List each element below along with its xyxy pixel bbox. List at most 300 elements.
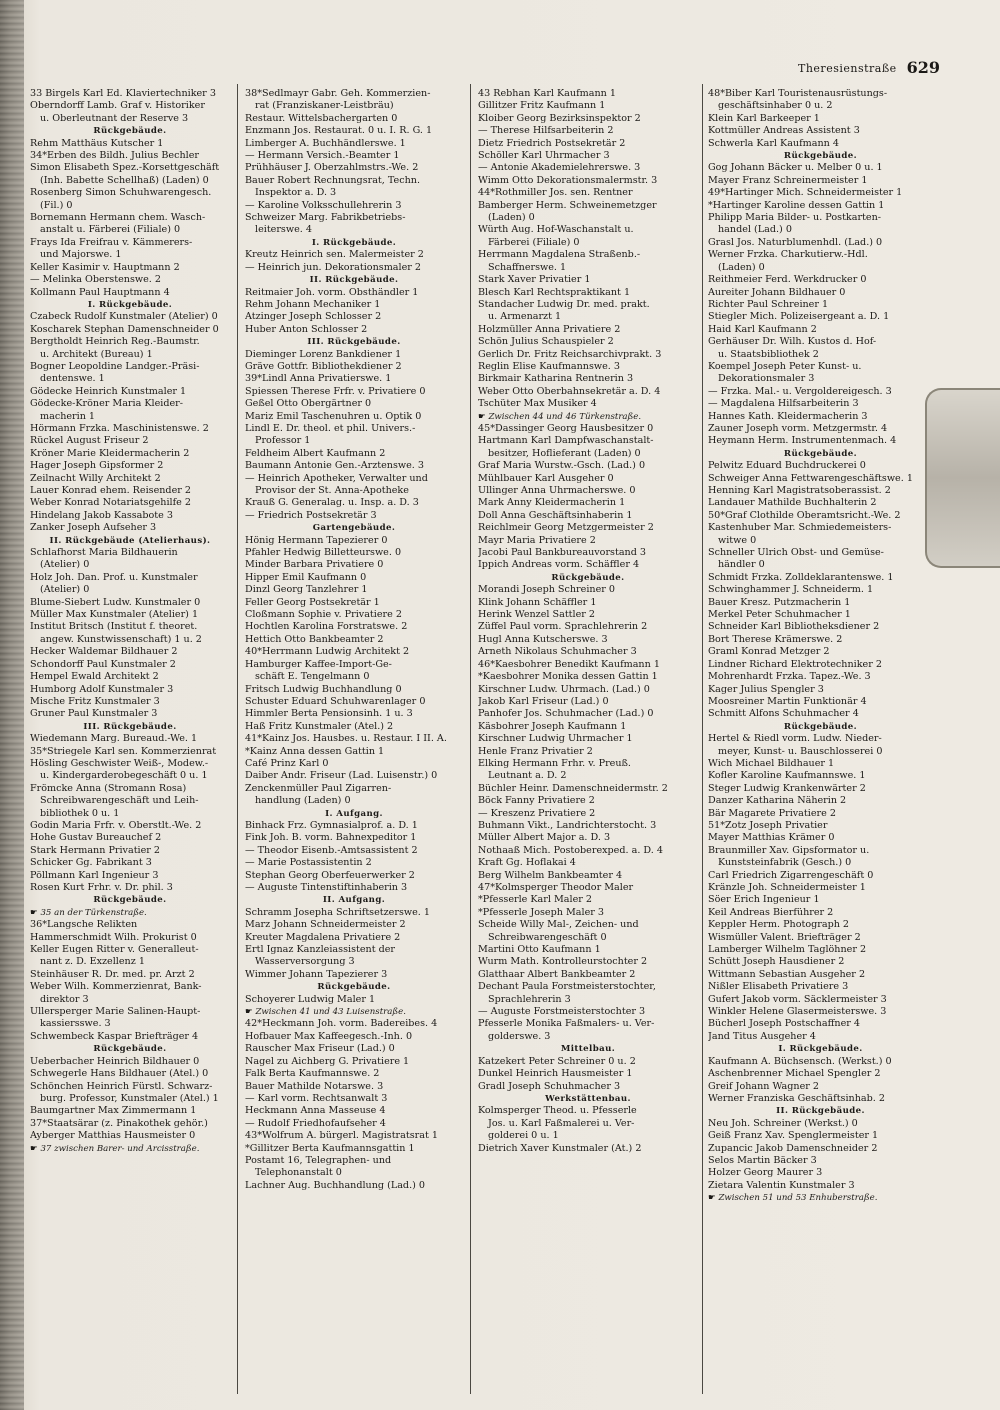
directory-entry: Provisor der St. Anna-Apotheke — [255, 485, 409, 496]
directory-entry: *Hartinger Karoline dessen Gattin 1 — [708, 199, 885, 211]
column-3 — [478, 88, 698, 1388]
directory-entry: Dekorationsmaler 3 — [718, 373, 815, 385]
directory-entry: 37*Staatsärar (z. Pinakothek gehör.) — [30, 1117, 208, 1129]
directory-entry: 35*Striegele Karl sen. Kommerzienrat — [30, 745, 217, 757]
directory-entry: u. Armenarzt 1 — [488, 311, 562, 323]
directory-entry: Atzinger Joseph Schlosser 2 — [245, 311, 382, 323]
directory-entry: Feller Georg Postsekretär 1 — [245, 596, 380, 608]
directory-entry: Schwerla Karl Kaufmann 4 — [708, 137, 839, 149]
column-divider — [702, 84, 703, 1394]
directory-entry: 50*Graf Clothilde Oberamtsricht.-We. 2 — [708, 509, 901, 521]
directory-entry: Nothaaß Mich. Postoberexped. a. D. 4 — [478, 844, 663, 856]
directory-entry: Schneller Ulrich Obst- und Gemüse- — [708, 547, 884, 559]
directory-entry: Schneider Karl Bibliotheksdiener 2 — [708, 621, 880, 633]
directory-entry: Tschüter Max Musiker 4 — [478, 398, 597, 410]
directory-entry: Oberndorff Lamb. Graf v. Historiker — [30, 100, 205, 112]
directory-entry: 49*Hartinger Mich. Schneidermeister 1 — [708, 187, 903, 199]
directory-entry: Reithmeier Ferd. Werkdrucker 0 — [708, 274, 867, 286]
directory-entry: Gräve Gottfr. Bibliothekdiener 2 — [245, 360, 402, 372]
directory-entry: Keller Kasimir v. Hauptmann 2 — [30, 261, 180, 273]
directory-entry: — Rudolf Friedhofaufseher 4 — [245, 1117, 386, 1129]
directory-entry: Telephonanstalt 0 — [255, 1167, 342, 1179]
directory-entry: Koempel Joseph Peter Kunst- u. — [708, 360, 862, 372]
directory-entry: Humborg Adolf Kunstmaler 3 — [30, 683, 174, 695]
directory-entry: Werner Frzka. Charkutierw.-Hdl. — [708, 249, 868, 261]
directory-entry: Nagel zu Aichberg G. Privatiere 1 — [245, 1055, 410, 1067]
directory-entry: Huber Anton Schlosser 2 — [245, 323, 368, 335]
directory-entry: Mark Anny Kleidermacherin 1 — [478, 497, 626, 509]
directory-entry: Hempel Ewald Architekt 2 — [30, 671, 159, 683]
directory-entry: Zeilnacht Willy Architekt 2 — [30, 472, 161, 484]
directory-entry: Mayer Franz Schreinermeister 1 — [708, 174, 868, 186]
directory-entry: 36*Langsche Relikten — [30, 919, 138, 931]
directory-entry: — Auguste Tintenstiftinhaberin 3 — [245, 882, 408, 893]
directory-entry: Hannes Kath. Kleidermacherin 3 — [708, 410, 868, 422]
directory-entry: — Melinka Oberstenswe. 2 — [30, 274, 161, 286]
directory-entry: Holz Joh. Dan. Prof. u. Kunstmaler — [30, 571, 198, 583]
directory-entry: Kolmsperger Theod. u. Pfesserle — [478, 1105, 637, 1117]
directory-entry: Bär Magarete Privatiere 2 — [708, 807, 836, 819]
directory-entry: Geßel Otto Obergärtner 0 — [245, 398, 372, 410]
directory-entry: Schaffnerswe. 1 — [488, 261, 567, 273]
street-note: ☛ Zwischen 44 und 46 Türkenstraße. — [478, 411, 698, 423]
directory-entry: 51*Zotz Joseph Privatier — [708, 819, 828, 831]
directory-entry: Ullinger Anna Uhrmacherswe. 0 — [478, 485, 636, 496]
directory-entry: Zenckenmüller Paul Zigarren- — [245, 782, 392, 794]
directory-entry: Weber Konrad Notariatsgehilfe 2 — [30, 497, 191, 509]
directory-entry: Gruner Paul Kunstmaler 3 — [30, 708, 158, 720]
directory-entry: Geiß Franz Xav. Spenglermeister 1 — [708, 1130, 879, 1142]
directory-entry: (Inh. Babette Schellhaß) (Laden) 0 — [40, 174, 209, 186]
directory-entry: Zanker Joseph Aufseher 3 — [30, 522, 157, 534]
directory-entry: handel (Lad.) 0 — [718, 224, 792, 236]
directory-entry: Wimm Otto Dekorationsmalermstr. 3 — [478, 174, 658, 186]
directory-entry: Schöller Karl Uhrmacher 3 — [478, 150, 610, 162]
directory-entry: Schütt Joseph Hausdiener 2 — [708, 956, 845, 968]
directory-entry: — Karl vorm. Rechtsanwalt 3 — [245, 1092, 388, 1104]
directory-entry: 33 Birgels Karl Ed. Klaviertechniker 3 — [30, 88, 216, 99]
directory-entry: Richter Paul Schreiner 1 — [708, 298, 829, 310]
directory-entry: Schondorff Paul Kunstmaler 2 — [30, 658, 176, 670]
directory-entry: Käsbohrer Joseph Kaufmann 1 — [478, 720, 627, 732]
directory-entry: Reitmaier Joh. vorm. Obsthändler 1 — [245, 286, 419, 298]
directory-entry: Kunststeinfabrik (Gesch.) 0 — [718, 857, 852, 869]
directory-entry: Jos. u. Karl Faßmalerei u. Ver- — [488, 1117, 635, 1129]
directory-entry: Hamburger Kaffee-Import-Ge- — [245, 658, 392, 670]
section-heading: III. Rückgebäude. — [83, 721, 177, 732]
directory-entry: burg. Professor, Kunstmaler (Atel.) 1 — [40, 1092, 219, 1104]
directory-entry: Fink Joh. B. vorm. Bahnexpeditor 1 — [245, 832, 417, 844]
directory-entry: Schönchen Heinrich Fürstl. Schwarz- — [30, 1080, 213, 1092]
directory-entry: Holzmüller Anna Privatiere 2 — [478, 323, 621, 335]
directory-entry: — Hermann Versich.-Beamter 1 — [245, 150, 400, 162]
directory-entry: Kreutz Heinrich sen. Malermeister 2 — [245, 249, 424, 261]
directory-entry: Berg Wilhelm Bankbeamter 4 — [478, 869, 623, 881]
directory-entry: Falk Berta Kaufmannswe. 2 — [245, 1068, 380, 1080]
directory-entry: Binhack Frz. Gymnasialprof. a. D. 1 — [245, 819, 418, 831]
directory-entry: Frays Ida Freifrau v. Kämmerers- — [30, 236, 193, 248]
directory-entry: — Heinrich jun. Dekorationsmaler 2 — [245, 261, 421, 273]
directory-entry: Haß Fritz Kunstmaler (Atel.) 2 — [245, 720, 394, 732]
directory-entry: Aschenbrenner Michael Spengler 2 — [708, 1068, 881, 1080]
directory-entry: Kloiber Georg Bezirksinspektor 2 — [478, 112, 641, 124]
directory-entry: Fritsch Ludwig Buchhandlung 0 — [245, 683, 402, 695]
column-2 — [245, 88, 463, 1388]
directory-entry: Dietrich Xaver Kunstmaler (At.) 2 — [478, 1142, 642, 1154]
directory-entry: Hammerschmidt Wilh. Prokurist 0 — [30, 931, 197, 943]
directory-entry: Weber Wilh. Kommerzienrat, Bank- — [30, 981, 202, 993]
directory-entry: Prühhäuser J. Oberzahlmstrs.-We. 2 — [245, 162, 419, 174]
directory-entry: Ertl Ignaz Kanzleiassistent der — [245, 944, 396, 956]
directory-entry: Hecker Waldemar Bildhauer 2 — [30, 646, 178, 658]
directory-entry: Färberei (Filiale) 0 — [488, 236, 580, 248]
directory-entry: Heymann Herm. Instrumentenmach. 4 — [708, 435, 897, 447]
page-header — [770, 58, 940, 80]
directory-entry: Hipper Emil Kaufmann 0 — [245, 571, 367, 583]
directory-entry: Rauscher Max Friseur (Lad.) 0 — [245, 1043, 395, 1055]
street-note: ☛ Zwischen 41 und 43 Luisenstraße. — [245, 1006, 463, 1018]
section-heading: III. Rückgebäude. — [307, 337, 401, 348]
directory-entry: — Heinrich Apotheker, Verwalter und — [245, 472, 428, 484]
directory-entry: — Antonie Akademielehrerswe. 3 — [478, 162, 641, 174]
directory-entry: 47*Kolmsperger Theodor Maler — [478, 882, 634, 893]
directory-entry: Kreuter Magdalena Privatiere 2 — [245, 931, 401, 943]
column-4 — [708, 88, 933, 1388]
directory-entry: Kraft Gg. Hoflakai 4 — [478, 857, 576, 869]
directory-entry: Professor 1 — [255, 435, 311, 447]
directory-entry: Hösling Geschwister Weiß-, Modew.- — [30, 757, 209, 769]
directory-entry: Krauß G. Generalag. u. Insp. a. D. 3 — [245, 497, 419, 509]
directory-entry: Söer Erich Ingenieur 1 — [708, 894, 820, 906]
directory-entry: Institut Britsch (Institut f. theoret. — [30, 621, 198, 633]
section-heading: I. Aufgang. — [325, 808, 383, 819]
directory-entry: macherin 1 — [40, 410, 96, 422]
directory-entry: Martini Otto Kaufmann 1 — [478, 944, 601, 956]
directory-entry: — Therese Hilfsarbeiterin 2 — [478, 125, 614, 137]
section-heading: II. Rückgebäude (Atelierhaus). — [49, 535, 211, 546]
column-divider — [470, 84, 471, 1394]
directory-entry: Rosenberg Simon Schuhwarengesch. — [30, 187, 212, 199]
directory-entry: schäft E. Tengelmann 0 — [255, 671, 370, 683]
directory-entry: (Fil.) 0 — [40, 199, 73, 211]
directory-entry: 42*Heckmann Joh. vorm. Badereibes. 4 — [245, 1018, 438, 1030]
directory-entry: Danzer Katharina Näherin 2 — [708, 795, 847, 807]
directory-entry: Sprachlehrerin 3 — [488, 993, 571, 1005]
directory-entry: 48*Biber Karl Touristenausrüstungs- — [708, 88, 888, 99]
directory-entry: rat (Franziskaner-Leistbräu) — [255, 100, 394, 112]
directory-entry: Schweiger Anna Fettwarengeschäftswe. 1 — [708, 472, 913, 484]
directory-entry: Kirschner Ludw. Uhrmach. (Lad.) 0 — [478, 683, 650, 695]
directory-entry: Philipp Maria Bilder- u. Postkarten- — [708, 212, 881, 224]
street-note: ☛ 37 zwischen Barer- und Arcisstraße. — [30, 1143, 230, 1155]
directory-entry: Gufert Jakob vorm. Säcklermeister 3 — [708, 993, 887, 1005]
directory-entry: Jand Titus Ausgeher 4 — [708, 1030, 816, 1042]
directory-entry: 41*Kainz Jos. Hausbes. u. Restaur. I II. A. — [245, 733, 447, 745]
section-heading: Gartengebäude. — [312, 523, 396, 534]
directory-entry: Reglin Elise Kaufmannswe. 3 — [478, 360, 621, 372]
section-heading: II. Rückgebäude. — [776, 1106, 865, 1117]
directory-entry: — Marie Postassistentin 2 — [245, 857, 372, 869]
directory-entry: bibliothek 0 u. 1 — [40, 807, 120, 819]
book-binding-edge — [0, 0, 24, 1410]
directory-entry: Lauer Konrad ehem. Reisender 2 — [30, 485, 191, 496]
directory-entry: Dunkel Heinrich Hausmeister 1 — [478, 1068, 633, 1080]
directory-entry: Dieminger Lorenz Bankdiener 1 — [245, 348, 402, 360]
directory-entry: Kaufmann A. Büchsensch. (Werkst.) 0 — [708, 1055, 892, 1067]
directory-entry: Steinhäuser R. Dr. med. pr. Arzt 2 — [30, 968, 195, 980]
directory-entry: Himmler Berta Pensionsinh. 1 u. 3 — [245, 708, 413, 720]
page-number: 629 — [906, 58, 940, 77]
section-heading: Rückgebäude. — [783, 721, 858, 732]
directory-entry: Heckmann Anna Masseuse 4 — [245, 1105, 386, 1117]
directory-entry: — Auguste Forstmeisterstochter 3 — [478, 1006, 646, 1018]
directory-entry: Mariz Emil Taschenuhren u. Optik 0 — [245, 410, 422, 422]
directory-entry: (Atelier) 0 — [40, 584, 90, 596]
directory-entry: Czabeck Rudolf Kunstmaler (Atelier) 0 — [30, 311, 218, 323]
directory-entry: Frömcke Anna (Stromann Rosa) — [30, 782, 187, 794]
directory-entry: Schreibwarengeschäft 0 — [488, 931, 607, 943]
directory-entry: Café Prinz Karl 0 — [245, 757, 329, 769]
directory-entry: Wittmann Sebastian Ausgeher 2 — [708, 968, 866, 980]
directory-entry: Rosen Kurt Frhr. v. Dr. phil. 3 — [30, 882, 173, 893]
directory-entry: 46*Kaesbohrer Benedikt Kaufmann 1 — [478, 658, 660, 670]
section-heading: Rückgebäude. — [317, 982, 391, 993]
directory-entry: handlung (Laden) 0 — [255, 795, 351, 807]
directory-entry: u. Staatsbibliothek 2 — [718, 348, 819, 360]
directory-entry: Pelwitz Eduard Buchdruckerei 0 — [708, 460, 866, 472]
directory-entry: 39*Lindl Anna Privatierswe. 1 — [245, 373, 392, 385]
directory-entry: Schoyerer Ludwig Maler 1 — [245, 993, 376, 1005]
directory-entry: Inspektor a. D. 3 — [255, 187, 337, 199]
directory-entry: Keppler Herm. Photograph 2 — [708, 919, 850, 931]
directory-entry: Mayer Matthias Krämer 0 — [708, 832, 835, 844]
directory-entry: Hofbauer Max Kaffeegesch.-Inh. 0 — [245, 1030, 413, 1042]
directory-entry: u. Oberleutnant der Reserve 3 — [40, 112, 189, 124]
directory-entry: Hugl Anna Kutscherswe. 3 — [478, 633, 608, 645]
directory-entry: Pöllmann Karl Ingenieur 3 — [30, 869, 159, 881]
directory-entry: Hörmann Frzka. Maschinistenswe. 2 — [30, 422, 209, 434]
directory-entry: Henning Karl Magistratsoberassist. 2 — [708, 485, 891, 496]
section-heading: I. Rückgebäude. — [311, 237, 397, 248]
directory-entry: Schuster Eduard Schuhwarenlager 0 — [245, 695, 426, 707]
directory-entry: Wismüller Valent. Briefträger 2 — [708, 931, 861, 943]
directory-entry: Kirschner Ludwig Uhrmacher 1 — [478, 733, 633, 745]
directory-entry: angew. Kunstwissenschaft) 1 u. 2 — [40, 633, 202, 645]
directory-entry: Mayr Maria Privatiere 2 — [478, 534, 596, 546]
directory-entry: Herink Wenzel Sattler 2 — [478, 609, 596, 621]
directory-entry: anstalt u. Färberei (Filiale) 0 — [40, 224, 181, 236]
directory-entry: golderswe. 3 — [488, 1030, 551, 1042]
section-heading: Mittelbau. — [560, 1044, 616, 1055]
street-note: ☛ Zwischen 51 und 53 Enhuberstraße. — [708, 1192, 933, 1204]
directory-entry: Stephan Georg Oberfeuerwerker 2 — [245, 869, 415, 881]
section-heading: Rückgebäude. — [783, 151, 858, 162]
directory-entry: Wurm Math. Kontrolleurstochter 2 — [478, 956, 648, 968]
section-heading: II. Rückgebäude. — [309, 275, 399, 286]
directory-entry: 43*Wolfrum A. bürgerl. Magistratsrat 1 — [245, 1130, 438, 1142]
directory-entry: 34*Erben des Bildh. Julius Bechler — [30, 150, 199, 162]
directory-entry: (Laden) 0 — [718, 261, 765, 273]
directory-entry: Stiegler Mich. Polizeisergeant a. D. 1 — [708, 311, 890, 323]
street-note: ☛ 35 an der Türkenstraße. — [30, 907, 230, 919]
directory-entry: Stark Xaver Privatier 1 — [478, 274, 591, 286]
directory-entry: Kollmann Paul Hauptmann 4 — [30, 286, 170, 298]
directory-entry: Keller Eugen Ritter v. Generalleut- — [30, 944, 199, 956]
directory-entry: Braunmiller Xav. Gipsformator u. — [708, 844, 870, 856]
directory-entry: Limberger A. Buchhändlerswe. 1 — [245, 137, 406, 149]
directory-entry: Schwinghammer J. Schneiderm. 1 — [708, 584, 874, 596]
directory-entry: — Karoline Volksschullehrerin 3 — [245, 199, 402, 211]
directory-entry: Gödecke Heinrich Kunstmaler 1 — [30, 385, 187, 397]
directory-entry: Mohrenhardt Frzka. Tapez.-We. 3 — [708, 671, 871, 683]
directory-entry: Zauner Joseph vorm. Metzgermstr. 4 — [708, 422, 888, 434]
directory-entry: Bauer Kresz. Putzmacherin 1 — [708, 596, 851, 608]
directory-entry: Birkmair Katharina Rentnerin 3 — [478, 373, 634, 385]
directory-entry: (Atelier) 0 — [40, 559, 90, 571]
directory-entry: Glatthaar Albert Bankbeamter 2 — [478, 968, 636, 980]
directory-entry: Bauer Robert Rechnungsrat, Techn. — [245, 174, 420, 186]
directory-entry: Ullersperger Marie Salinen-Haupt- — [30, 1006, 201, 1018]
directory-entry: Müller Max Kunstmaler (Atelier) 1 — [30, 609, 199, 621]
directory-entry: Schlafhorst Maria Bildhauerin — [30, 547, 178, 559]
directory-entry: Restaur. Wittelsbachergarten 0 — [245, 112, 398, 124]
directory-entry: u. Kindergarderobegeschäft 0 u. 1 — [40, 770, 208, 782]
directory-entry: Lachner Aug. Buchhandlung (Lad.) 0 — [245, 1179, 426, 1191]
directory-entry: Leutnant a. D. 2 — [488, 770, 567, 782]
directory-entry: Holzer Georg Maurer 3 — [708, 1167, 823, 1179]
directory-entry: Gillitzer Fritz Kaufmann 1 — [478, 100, 606, 112]
directory-entry: — Frzka. Mal.- u. Vergoldereigesch. 3 — [708, 385, 892, 397]
directory-entry: *Pfesserle Karl Maler 2 — [478, 894, 593, 906]
directory-entry: Doll Anna Geschäftsinhaberin 1 — [478, 509, 633, 521]
section-heading: II. Aufgang. — [322, 895, 386, 906]
directory-entry: — Kreszenz Privatiere 2 — [478, 807, 596, 819]
directory-entry: golderei 0 u. 1 — [488, 1130, 559, 1142]
directory-entry: Arneth Nikolaus Schuhmacher 3 — [478, 646, 637, 658]
directory-entry: Lamberger Wilhelm Taglöhner 2 — [708, 944, 867, 956]
directory-entry: Blume-Siebert Ludw. Kunstmaler 0 — [30, 596, 201, 608]
directory-entry: Weber Otto Oberbahnsekretär a. D. 4 — [478, 385, 661, 397]
directory-entry: Kastenhuber Mar. Schmiedemeisters- — [708, 522, 892, 534]
directory-entry: Stark Hermann Privatier 2 — [30, 844, 161, 856]
directory-entry: kassiersswe. 3 — [40, 1018, 111, 1030]
directory-entry: Simon Elisabeth Spez.-Korsettgeschäft — [30, 162, 220, 174]
directory-entry: Bogner Leopoldine Landger.-Präsi- — [30, 360, 200, 372]
directory-entry: Hager Joseph Gipsformer 2 — [30, 460, 164, 472]
directory-entry: 43 Rebhan Karl Kaufmann 1 — [478, 88, 616, 99]
section-heading: Werkstättenbau. — [545, 1093, 631, 1104]
directory-entry: Gog Johann Bäcker u. Melber 0 u. 1 — [708, 162, 883, 174]
directory-entry: 40*Herrmann Ludwig Architekt 2 — [245, 646, 410, 658]
directory-entry: Kofler Karoline Kaufmannswe. 1 — [708, 770, 866, 782]
section-heading: Rückgebäude. — [551, 572, 625, 583]
directory-entry: Müller Albert Major a. D. 3 — [478, 832, 611, 844]
section-heading: I. Rückgebäude. — [87, 299, 173, 310]
directory-entry: Spiessen Therese Frfr. v. Privatiere 0 — [245, 385, 426, 397]
directory-entry: Ayberger Matthias Hausmeister 0 — [30, 1130, 196, 1142]
directory-entry: Dechant Paula Forstmeisterstochter, — [478, 981, 656, 993]
directory-entry: Zupancic Jakob Damenschneider 2 — [708, 1142, 878, 1154]
directory-entry: Neu Joh. Schreiner (Werkst.) 0 — [708, 1117, 858, 1129]
running-head: Theresienstraße — [798, 62, 897, 75]
directory-entry: Bamberger Herm. Schweinemetzger — [478, 199, 657, 211]
directory-entry: Elking Hermann Frhr. v. Preuß. — [478, 757, 631, 769]
directory-entry: witwe 0 — [718, 534, 757, 546]
directory-entry: Moosreiner Martin Funktionär 4 — [708, 695, 867, 707]
directory-entry: Hohe Gustav Bureauchef 2 — [30, 832, 162, 844]
section-heading: Rückgebäude. — [93, 126, 167, 137]
section-heading: I. Rückgebäude. — [778, 1044, 863, 1055]
section-heading: Rückgebäude. — [93, 1044, 167, 1055]
directory-entry: Marz Johann Schneidermeister 2 — [245, 919, 406, 931]
directory-entry: Rehm Matthäus Kutscher 1 — [30, 137, 164, 149]
directory-entry: besitzer, Hoflieferant (Laden) 0 — [488, 447, 641, 459]
directory-entry: Morandi Joseph Schreiner 0 — [478, 584, 615, 596]
directory-entry: Werner Franziska Geschäftsinhab. 2 — [708, 1092, 885, 1104]
directory-entry: Kränzle Joh. Schneidermeister 1 — [708, 882, 866, 893]
column-1 — [30, 88, 230, 1388]
directory-entry: Carl Friedrich Zigarrengeschäft 0 — [708, 869, 874, 881]
directory-entry: Böck Fanny Privatiere 2 — [478, 795, 595, 807]
directory-entry: Schön Julius Schauspieler 2 — [478, 336, 614, 348]
directory-entry: Hindelang Jakob Kassabote 3 — [30, 509, 173, 521]
directory-entry: Winkler Helene Glasermeisterswe. 3 — [708, 1006, 887, 1018]
directory-entry: Jacobi Paul Bankbureauvorstand 3 — [478, 547, 647, 559]
directory-entry: Gerhäuser Dr. Wilh. Kustos d. Hof- — [708, 336, 877, 348]
directory-entry: händler 0 — [718, 559, 765, 571]
directory-entry: Hettich Otto Bankbeamter 2 — [245, 633, 384, 645]
directory-entry: *Pfesserle Joseph Maler 3 — [478, 906, 605, 918]
directory-entry: Schramm Josepha Schriftsetzerswe. 1 — [245, 906, 430, 918]
directory-entry: Baumgartner Max Zimmermann 1 — [30, 1105, 197, 1117]
directory-entry: Klink Johann Schäffler 1 — [478, 596, 597, 608]
directory-entry: *Kainz Anna dessen Gattin 1 — [245, 745, 385, 757]
directory-entry: 38*Sedlmayr Gabr. Geh. Kommerzien- — [245, 88, 431, 99]
directory-entry: Bauer Mathilde Notarswe. 3 — [245, 1080, 384, 1092]
directory-entry: Ippich Andreas vorm. Schäffler 4 — [478, 559, 640, 571]
directory-entry: Ueberbacher Heinrich Bildhauer 0 — [30, 1055, 200, 1067]
section-heading: Rückgebäude. — [783, 448, 858, 459]
directory-entry: Pfahler Hedwig Billetteurswe. 0 — [245, 547, 402, 559]
directory-entry: Wasserversorgung 3 — [255, 956, 355, 968]
directory-entry: Bergtholdt Heinrich Reg.-Baumstr. — [30, 336, 200, 348]
directory-entry: Greif Johann Wagner 2 — [708, 1080, 820, 1092]
directory-entry: Zietara Valentin Kunstmaler 3 — [708, 1179, 855, 1191]
metal-clip-tab — [925, 388, 1000, 568]
directory-entry: Haid Karl Kaufmann 2 — [708, 323, 817, 335]
directory-entry: Hönig Hermann Tapezierer 0 — [245, 534, 388, 546]
directory-entry: Rückel August Friseur 2 — [30, 435, 149, 447]
directory-entry: Henle Franz Privatier 2 — [478, 745, 593, 757]
directory-entry: Mische Fritz Kunstmaler 3 — [30, 695, 160, 707]
directory-entry: Kröner Marie Kleidermacherin 2 — [30, 447, 190, 459]
directory-entry: Klein Karl Barkeeper 1 — [708, 112, 820, 124]
directory-entry: Züffel Paul vorm. Sprachlehrerin 2 — [478, 621, 648, 633]
directory-entry: Schmidt Frzka. Zolldeklarantenswe. 1 — [708, 571, 894, 583]
directory-entry: Jakob Karl Friseur (Lad.) 0 — [478, 695, 609, 707]
section-heading: Rückgebäude. — [93, 895, 167, 906]
directory-entry: Schweizer Marg. Fabrikbetriebs- — [245, 212, 406, 224]
directory-entry: Herrmann Magdalena Straßenb.- — [478, 249, 641, 261]
directory-entry: Wimmer Johann Tapezierer 3 — [245, 968, 388, 980]
directory-entry: Landauer Mathilde Buchhalterin 2 — [708, 497, 877, 509]
directory-entry: Rehm Johann Mechaniker 1 — [245, 298, 381, 310]
directory-entry: Schwembeck Kaspar Briefträger 4 — [30, 1030, 199, 1042]
directory-entry: Gradl Joseph Schuhmacher 3 — [478, 1080, 621, 1092]
directory-entry: Wich Michael Bildhauer 1 — [708, 757, 835, 769]
directory-entry: Panhofer Jos. Schuhmacher (Lad.) 0 — [478, 708, 654, 720]
directory-entry: *Gillitzer Berta Kaufmannsgattin 1 — [245, 1142, 415, 1154]
